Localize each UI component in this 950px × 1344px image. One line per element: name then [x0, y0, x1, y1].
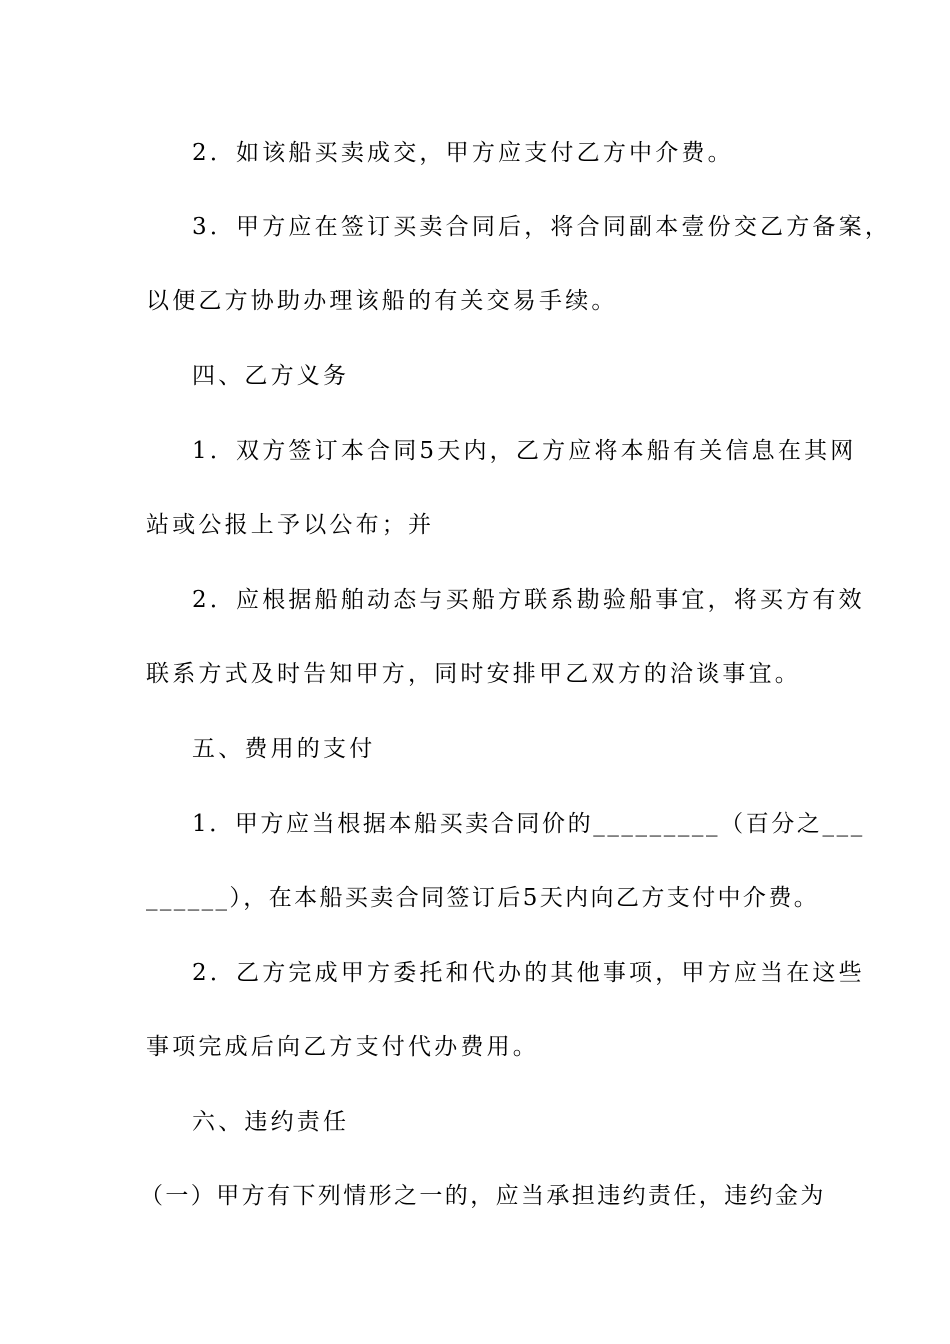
section-6-heading: 六、违约责任 [192, 1109, 350, 1135]
clause-6-1: （一）甲方有下列情形之一的，应当承担违约责任，违约金为 [140, 1183, 826, 1209]
section-5-heading: 五、费用的支付 [192, 736, 376, 762]
clause-3-3-continued: 以便乙方协助办理该船的有关交易手续。 [146, 288, 618, 314]
clause-5-2: 2．乙方完成甲方委托和代办的其他事项，甲方应当在这些 [192, 960, 865, 986]
clause-4-2-continued: 联系方式及时告知甲方，同时安排甲乙双方的洽谈事宜。 [146, 661, 801, 687]
clause-5-1-continued: ______），在本船买卖合同签订后5天内向乙方支付中介费。 [146, 885, 820, 911]
clause-3-2: 2．如该船买卖成交，甲方应支付乙方中介费。 [192, 140, 734, 166]
clause-3-3: 3．甲方应在签订买卖合同后，将合同副本壹份交乙方备案， [192, 214, 892, 240]
clause-5-2-continued: 事项完成后向乙方支付代办费用。 [146, 1034, 539, 1060]
clause-4-2: 2．应根据船舶动态与买船方联系勘验船事宜，将买方有效 [192, 587, 865, 613]
clause-4-1-continued: 站或公报上予以公布；并 [146, 512, 435, 538]
clause-4-1: 1．双方签订本合同5天内，乙方应将本船有关信息在其网 [192, 438, 857, 464]
section-4-heading: 四、乙方义务 [192, 363, 350, 389]
clause-5-1: 1．甲方应当根据本船买卖合同价的_________（百分之___ [192, 811, 865, 837]
